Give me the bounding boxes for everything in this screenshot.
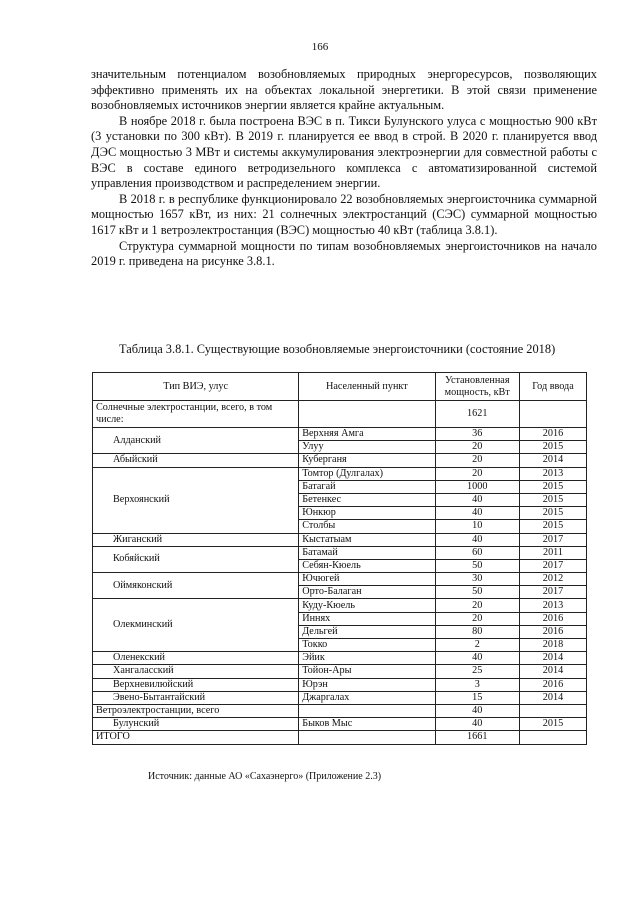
settlement-cell: Юрэн <box>299 678 435 691</box>
ulus-cell: Хангаласский <box>93 665 299 678</box>
power-cell: 20 <box>435 467 519 480</box>
year-cell: 2014 <box>519 652 586 665</box>
power-cell: 15 <box>435 691 519 704</box>
settlement-cell: Куду-Кюель <box>299 599 435 612</box>
power-cell: 3 <box>435 678 519 691</box>
table-header-row <box>93 373 587 401</box>
year-cell: 2017 <box>519 533 586 546</box>
power-cell: 1661 <box>435 731 519 744</box>
power-cell: 1621 <box>435 401 519 428</box>
settlement-cell: Столбы <box>299 520 435 533</box>
ulus-cell: Булунский <box>93 718 299 731</box>
power-cell: 40 <box>435 652 519 665</box>
settlement-cell: Ючюгей <box>299 573 435 586</box>
table-row <box>93 401 587 428</box>
page-number: 166 <box>311 41 329 53</box>
settlement-cell <box>299 704 435 717</box>
year-cell: 2015 <box>519 520 586 533</box>
year-cell: 2014 <box>519 691 586 704</box>
year-cell: 2016 <box>519 612 586 625</box>
type-cell: Солнечные электростанции, всего, в том числе: <box>93 401 299 428</box>
type-cell: Ветроэлектростанции, всего <box>93 704 299 717</box>
settlement-cell: Юнкюр <box>299 507 435 520</box>
ulus-cell: Оленекский <box>93 652 299 665</box>
year-cell: 2015 <box>519 493 586 506</box>
settlement-cell: Бетенкес <box>299 493 435 506</box>
table-row <box>93 665 587 678</box>
year-cell: 2017 <box>519 586 586 599</box>
settlement-cell: Джаргалах <box>299 691 435 704</box>
power-cell: 50 <box>435 559 519 572</box>
settlement-cell: Тойон-Ары <box>299 665 435 678</box>
year-cell: 2018 <box>519 639 586 652</box>
power-cell: 50 <box>435 586 519 599</box>
power-cell: 20 <box>435 612 519 625</box>
settlement-cell: Батагай <box>299 480 435 493</box>
table-row <box>93 573 587 586</box>
table-caption: Таблица 3.8.1. Существующие возобновляемые энергоисточники (состояние 2018) <box>119 342 556 356</box>
table-body <box>93 401 587 745</box>
power-cell: 40 <box>435 533 519 546</box>
power-cell: 40 <box>435 493 519 506</box>
settlement-cell: Дельгей <box>299 625 435 638</box>
ulus-cell: Верхоянский <box>93 467 299 533</box>
power-cell: 80 <box>435 625 519 638</box>
settlement-cell: Кыстатыам <box>299 533 435 546</box>
table-row <box>93 546 587 559</box>
power-cell: 36 <box>435 428 519 441</box>
power-cell: 20 <box>435 454 519 467</box>
table-row <box>93 678 587 691</box>
year-cell: 2015 <box>519 718 586 731</box>
paragraph: значительным потенциалом возобновляемых природных энергоресурсов, позволяющих эффективно применять их на объектах локальной энергетики. В этой связи применение возобновляемых источников энергии является крайне актуальным. <box>91 67 597 113</box>
settlement-cell: Орто-Балаган <box>299 586 435 599</box>
table-row <box>93 652 587 665</box>
table-row <box>93 533 587 546</box>
power-cell: 20 <box>435 441 519 454</box>
year-cell: 2015 <box>519 441 586 454</box>
paragraph: В ноябре 2018 г. была построена ВЭС в п. Тикси Булунского улуса с мощностью 900 кВт (3 установки по 300 кВт). В 2019 г. планируется ее ввод в строй. В 2020 г. планируется ввод ДЭС мощностью 3 МВт и системы аккумулирования электроэнергии для совместной работы с ВЭС в составе единого ветродизельного комплекса с автоматизированной системой управления производством и распределением энергии. <box>91 113 597 191</box>
power-cell: 10 <box>435 520 519 533</box>
header-year: Год ввода <box>519 373 586 401</box>
year-cell: 2016 <box>519 678 586 691</box>
power-cell: 60 <box>435 546 519 559</box>
settlement-cell <box>299 401 435 428</box>
power-cell: 20 <box>435 599 519 612</box>
ulus-cell: Олекминский <box>93 599 299 652</box>
settlement-cell <box>299 731 435 744</box>
body-text <box>91 67 597 270</box>
power-cell: 2 <box>435 639 519 652</box>
year-cell: 2013 <box>519 467 586 480</box>
ulus-cell: Абыйский <box>93 454 299 467</box>
settlement-cell: Куберганя <box>299 454 435 467</box>
year-cell: 2016 <box>519 625 586 638</box>
year-cell: 2017 <box>519 559 586 572</box>
year-cell: 2012 <box>519 573 586 586</box>
table-row <box>93 599 587 612</box>
header-settlement: Населенный пункт <box>299 373 435 401</box>
source-note: Источник: данные АО «Сахаэнерго» (Приложение 2.3) <box>148 771 382 782</box>
year-cell <box>519 401 586 428</box>
year-cell: 2016 <box>519 428 586 441</box>
power-cell: 40 <box>435 507 519 520</box>
header-type: Тип ВИЭ, улус <box>93 373 299 401</box>
ulus-cell: Жиганский <box>93 533 299 546</box>
power-cell: 30 <box>435 573 519 586</box>
paragraph: В 2018 г. в республике функционировало 22 возобновляемых энергоисточника суммарной мощностью 1657 кВт, из них: 21 солнечных электростанций (СЭС) суммарной мощностью 1617 кВт и 1 ветроэлектростанция (ВЭС) мощностью 40 кВт (таблица 3.8.1). <box>91 191 597 237</box>
type-cell: ИТОГО <box>93 731 299 744</box>
table-row <box>93 704 587 717</box>
year-cell <box>519 704 586 717</box>
year-cell: 2011 <box>519 546 586 559</box>
paragraph: Структура суммарной мощности по типам возобновляемых энергоисточников на начало 2019 г. приведена на рисунке 3.8.1. <box>91 238 597 269</box>
settlement-cell: Томтор (Дулгалах) <box>299 467 435 480</box>
renewables-table <box>92 372 587 745</box>
ulus-cell: Алданский <box>93 428 299 454</box>
settlement-cell: Эйик <box>299 652 435 665</box>
power-cell: 1000 <box>435 480 519 493</box>
settlement-cell: Иннях <box>299 612 435 625</box>
table-row <box>93 428 587 441</box>
power-cell: 40 <box>435 718 519 731</box>
table-row <box>93 731 587 744</box>
year-cell: 2014 <box>519 454 586 467</box>
year-cell: 2015 <box>519 507 586 520</box>
settlement-cell: Быков Мыс <box>299 718 435 731</box>
year-cell: 2015 <box>519 480 586 493</box>
ulus-cell: Кобяйский <box>93 546 299 572</box>
settlement-cell: Верхняя Амга <box>299 428 435 441</box>
year-cell: 2013 <box>519 599 586 612</box>
table-row <box>93 691 587 704</box>
ulus-cell: Оймяконский <box>93 573 299 599</box>
power-cell: 25 <box>435 665 519 678</box>
year-cell: 2014 <box>519 665 586 678</box>
year-cell <box>519 731 586 744</box>
header-power: Установленная мощность, кВт <box>435 373 519 401</box>
table-row <box>93 467 587 480</box>
settlement-cell: Себян-Кюель <box>299 559 435 572</box>
settlement-cell: Улуу <box>299 441 435 454</box>
settlement-cell: Батамай <box>299 546 435 559</box>
power-cell: 40 <box>435 704 519 717</box>
ulus-cell: Верхневилюйский <box>93 678 299 691</box>
table-row <box>93 718 587 731</box>
ulus-cell: Эвено-Бытантайский <box>93 691 299 704</box>
settlement-cell: Токко <box>299 639 435 652</box>
table-row <box>93 454 587 467</box>
